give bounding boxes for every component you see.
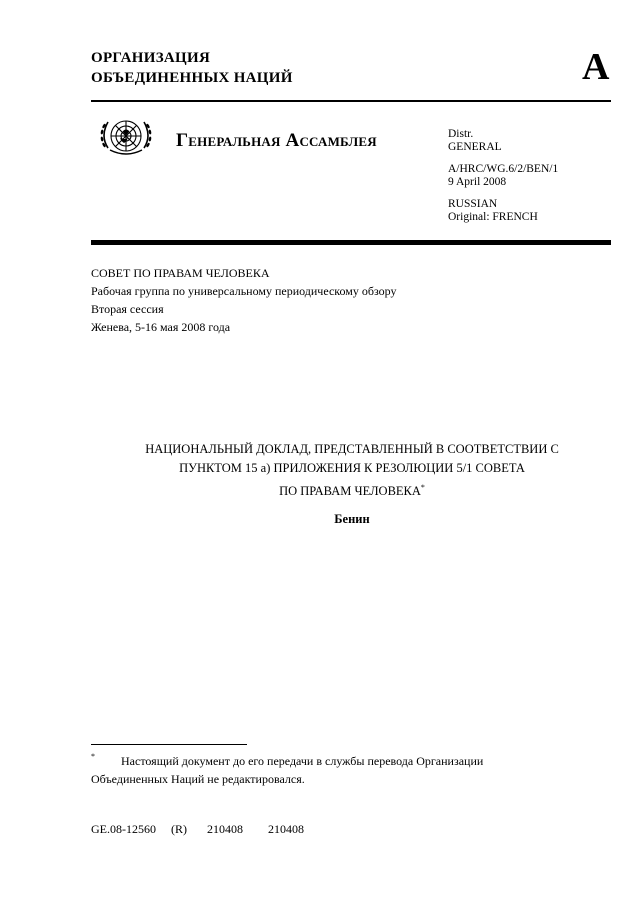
document-symbol: A/HRC/WG.6/2/BEN/1 bbox=[448, 163, 559, 175]
report-title-line-2: ПУНКТОМ 15 a) ПРИЛОЖЕНИЯ К РЕЗОЛЮЦИИ 5/1 СОВЕТА bbox=[179, 461, 525, 475]
un-emblem-icon bbox=[96, 110, 156, 166]
org-line-1: ОРГАНИЗАЦИЯ bbox=[91, 50, 211, 66]
distr-label: Distr. bbox=[448, 128, 474, 140]
report-title bbox=[91, 440, 613, 501]
venue-dates: Женева, 5-16 мая 2008 года bbox=[91, 320, 231, 334]
working-group: Рабочая группа по универсальному периодическому обзору bbox=[91, 284, 397, 298]
council-name: СОВЕТ ПО ПРАВАМ ЧЕЛОВЕКА bbox=[91, 266, 270, 280]
footnote-text-line-1: Настоящий документ до его передачи в службы перевода Организации bbox=[121, 754, 484, 768]
job-code: GE.08-12560 (R) 210408 210408 bbox=[91, 822, 304, 836]
document-language: RUSSIAN bbox=[448, 198, 498, 210]
masthead-rule bbox=[91, 240, 611, 245]
footnote-reference: * bbox=[420, 483, 425, 492]
original-language: Original: FRENCH bbox=[448, 211, 538, 223]
org-line-2: ОБЪЕДИНЕННЫХ НАЦИЙ bbox=[91, 70, 293, 86]
document-date: 9 April 2008 bbox=[448, 176, 507, 188]
distr-value: GENERAL bbox=[448, 141, 502, 153]
country-name: Бенин bbox=[334, 512, 370, 526]
series-symbol-letter: A bbox=[582, 46, 610, 88]
footnote-text-line-2: Объединенных Наций не редактировался. bbox=[91, 772, 305, 786]
report-title-line-3: ПО ПРАВАМ ЧЕЛОВЕКА* bbox=[279, 483, 425, 499]
council-block bbox=[91, 264, 397, 336]
header-rule bbox=[91, 100, 611, 102]
footnote-mark: * bbox=[91, 752, 95, 761]
assembly-title: Генеральная Ассамблея bbox=[176, 130, 377, 151]
session: Вторая сессия bbox=[91, 302, 164, 316]
report-title-line-1: НАЦИОНАЛЬНЫЙ ДОКЛАД, ПРЕДСТАВЛЕННЫЙ В СООТВЕТСТВИИ С bbox=[145, 442, 559, 456]
organization-name bbox=[91, 48, 293, 88]
footnote bbox=[91, 752, 531, 788]
footnote-separator bbox=[91, 744, 247, 745]
document-info bbox=[448, 128, 558, 224]
